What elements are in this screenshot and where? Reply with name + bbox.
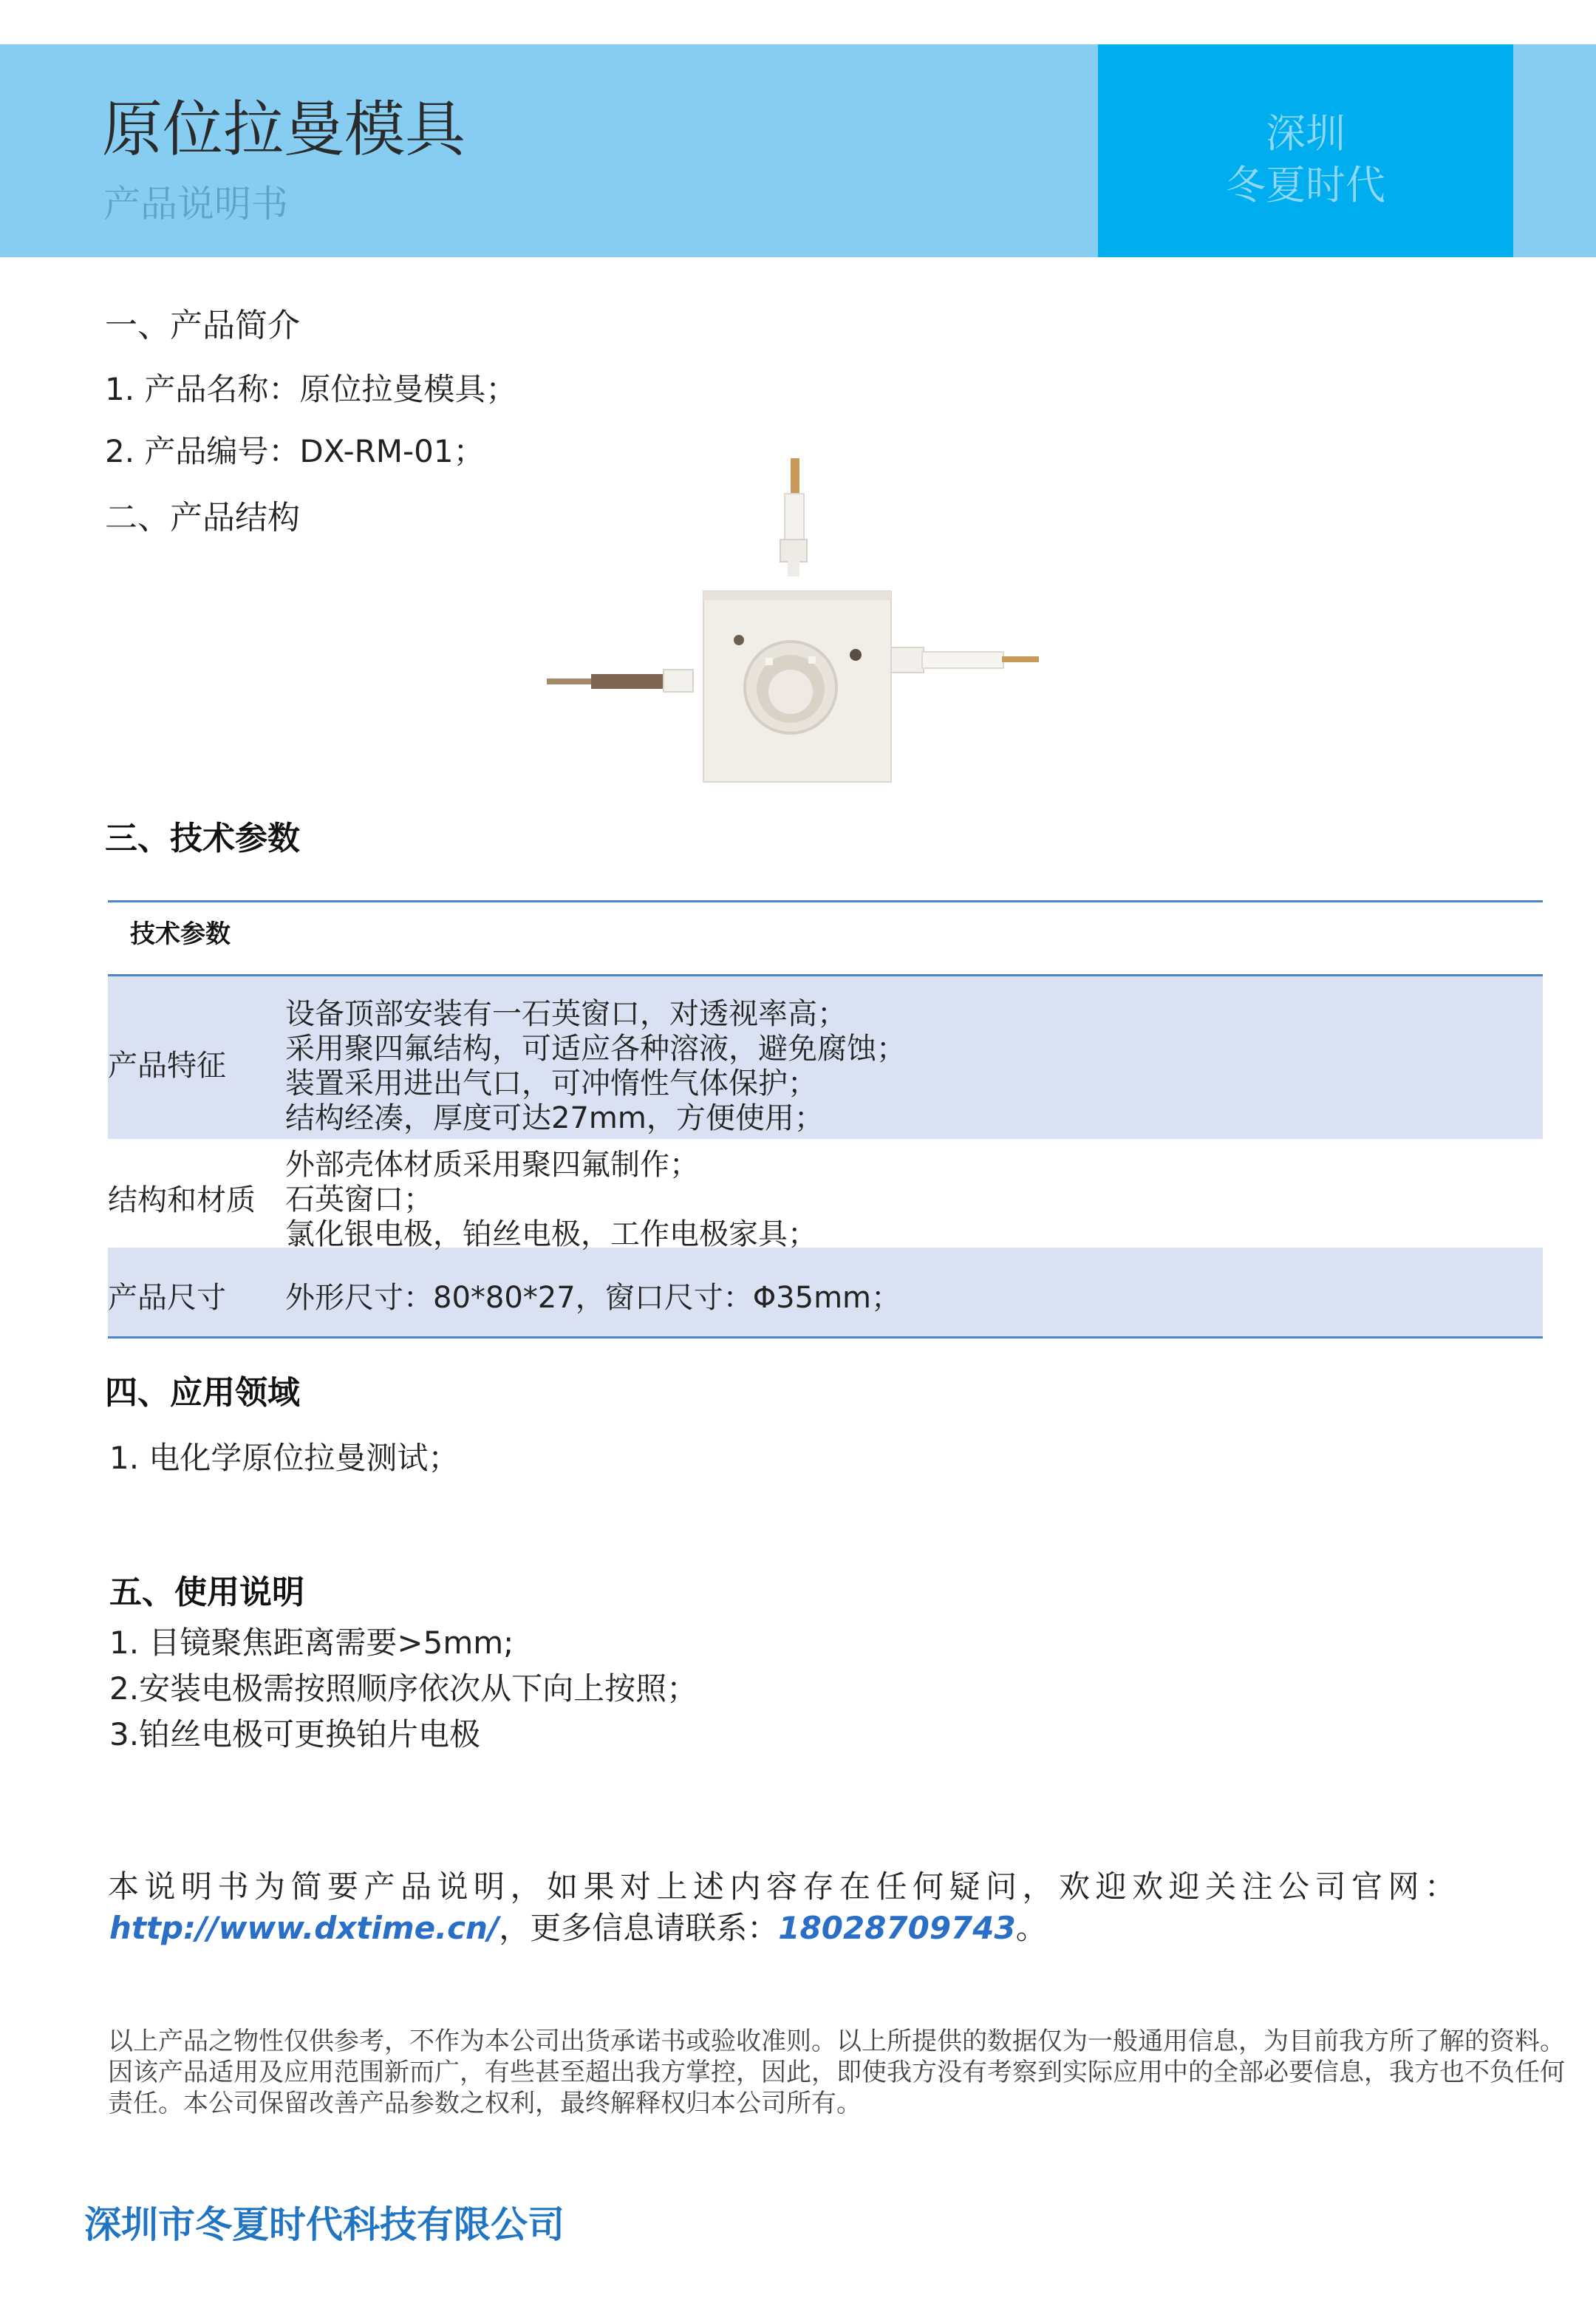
table-cell-line: 外形尺寸：80*80*27，窗口尺寸：Φ35mm； [285, 1281, 901, 1315]
table-cell-line: 结构经凑，厚度可达27mm，方便使用； [285, 1101, 824, 1135]
document-subtitle: 产品说明书 [103, 183, 288, 225]
website-link[interactable]: http://www.dxtime.cn/ [109, 1910, 499, 1946]
table-top-rule [108, 900, 1543, 902]
brand-city: 深圳 [1266, 110, 1346, 157]
brand-name: 冬夏时代 [1226, 162, 1385, 208]
contact-line [109, 1904, 1047, 1948]
table-cell-line: 氯化银电极，铂丝电极，工作电极家具； [285, 1217, 817, 1251]
footer-company-name: 深圳市冬夏时代科技有限公司 [84, 2203, 565, 2246]
section-spec-heading: 三、技术参数 [105, 820, 300, 857]
table-cell-line: 设备顶部安装有一石英窗口，对透视率高； [285, 997, 847, 1031]
usage-item: 2.安装电极需按照顺序依次从下向上按照； [109, 1670, 698, 1707]
contact-end-text: 。 [1015, 1910, 1047, 1946]
section-usage-heading: 五、使用说明 [109, 1574, 304, 1611]
contact-mid-text: ，更多信息请联系： [499, 1910, 779, 1946]
disclaimer-line: 责任。本公司保留改善产品参数之权利，最终解释权归本公司所有。 [108, 2089, 862, 2118]
table-header: 技术参数 [130, 919, 231, 949]
section-intro-heading: 一、产品简介 [105, 307, 300, 344]
contact-note: 本说明书为简要产品说明，如果对上述内容存在任何疑问，欢迎欢迎关注公司官网： [108, 1868, 1462, 1905]
row-label-dimensions: 产品尺寸 [108, 1281, 226, 1315]
document-title: 原位拉曼模具 [102, 95, 466, 165]
row-label-materials: 结构和材质 [108, 1183, 256, 1217]
application-item: 1. 电化学原位拉曼测试； [109, 1440, 460, 1476]
usage-item: 1. 目镜聚焦距离需要>5mm; [109, 1625, 514, 1661]
row-label-features: 产品特征 [108, 1049, 226, 1083]
disclaimer-line: 以上产品之物性仅供参考，不作为本公司出货承诺书或验收准则。以上所提供的数据仅为一般通用信息，为目前我方所了解的资料。 [108, 2027, 1565, 2056]
disclaimer-line: 因该产品适用及应用范围新而广，有些甚至超出我方掌控，因此，即使我方没有考察到实际应用中的全部必要信息，我方也不负任何 [108, 2058, 1565, 2087]
phone-number[interactable]: 18028709743 [778, 1910, 1016, 1946]
section-application-heading: 四、应用领域 [105, 1374, 300, 1412]
table-cell-line: 采用聚四氟结构，可适应各种溶液，避免腐蚀； [285, 1032, 906, 1066]
product-photo [547, 458, 1049, 791]
table-cell-line: 外部壳体材质采用聚四氟制作； [285, 1148, 699, 1182]
product-name-line: 1. 产品名称：原位拉曼模具； [105, 371, 517, 407]
table-cell-line: 石英窗口； [285, 1183, 433, 1217]
table-bottom-rule [108, 1336, 1543, 1339]
product-code-line: 2. 产品编号：DX-RM-01； [105, 433, 485, 469]
section-structure-heading: 二、产品结构 [105, 499, 300, 537]
usage-item: 3.铂丝电极可更换铂片电极 [109, 1716, 481, 1752]
table-cell-line: 装置采用进出气口，可冲惰性气体保护； [285, 1067, 817, 1101]
